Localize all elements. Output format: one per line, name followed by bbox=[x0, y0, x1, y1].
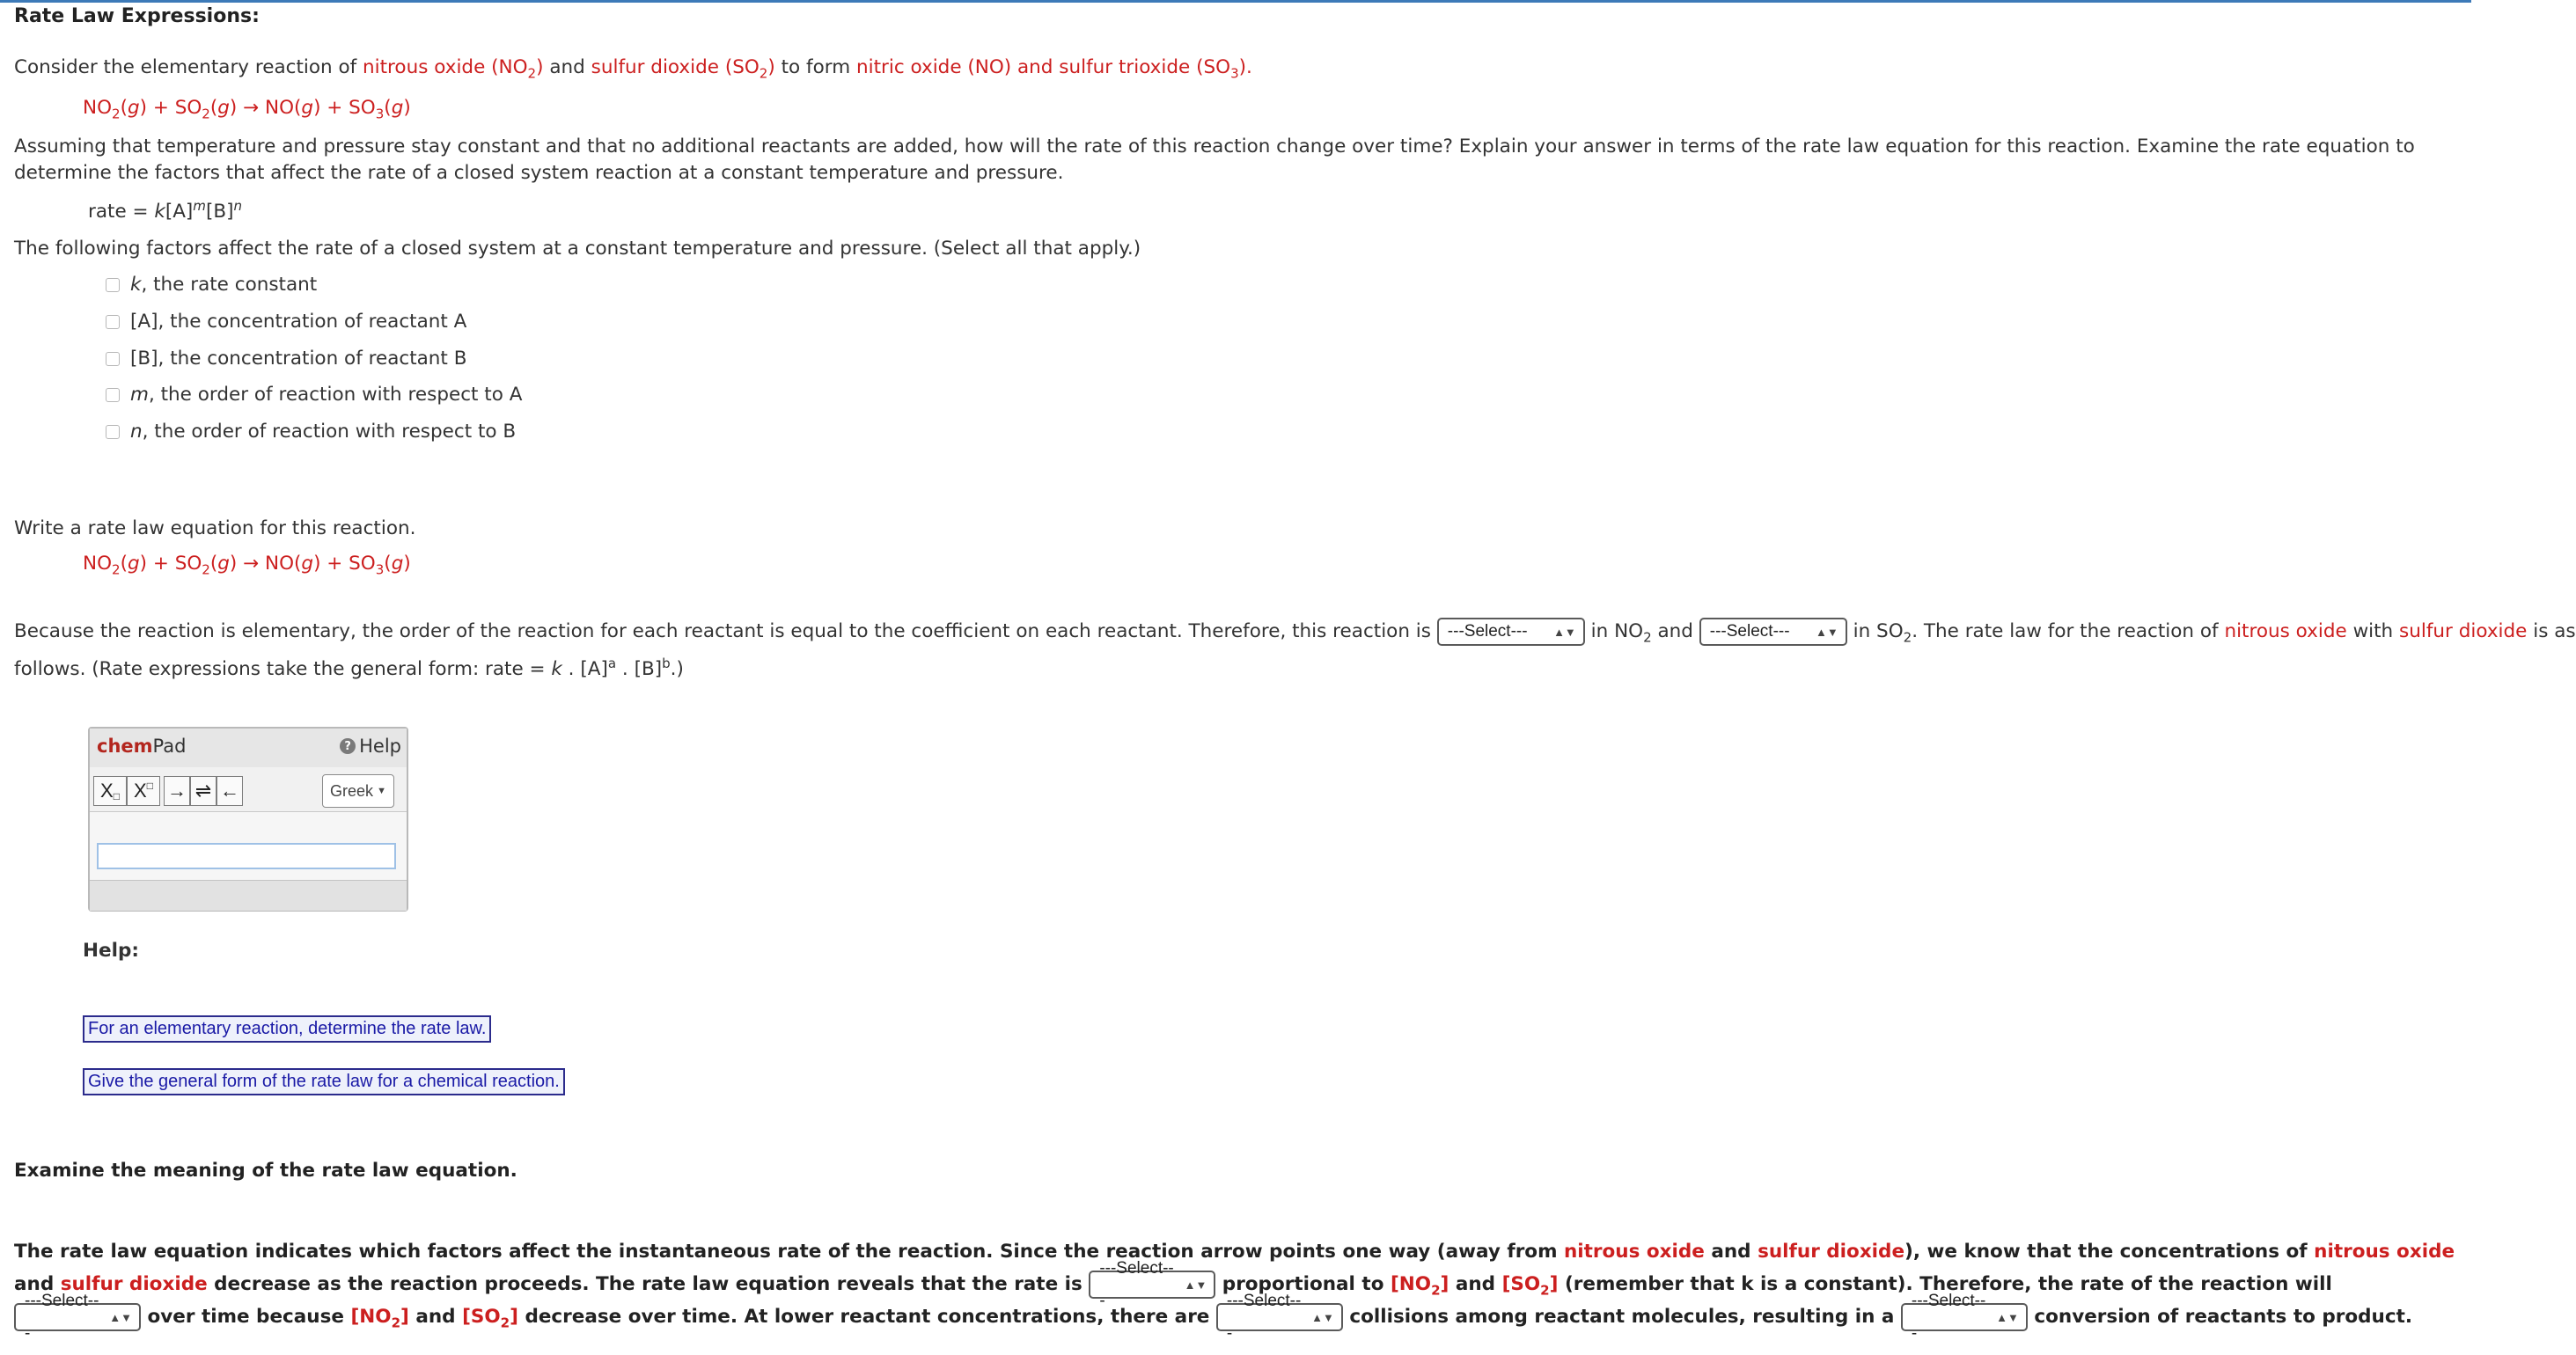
chempad-logo: chemPad bbox=[97, 736, 187, 757]
checkbox-concentration-b[interactable]: [B], the concentration of reactant B bbox=[106, 348, 466, 370]
rate-law-explanation: The rate law equation indicates which factors affect the instantaneous rate of the reaction. Since the reaction arrow points one way (away from nitrous oxide and sulfur dioxide), we know that the concentrations of nitrous oxide and sulfur dioxide decrease as the reaction proceeds. The rate law equation reveals that the rate is ---Select--- ▲▼ proportional to $[NO_2]$ and $[SO_2]$ (remember that k is a constant). Therefore, the rate of the reaction will ---Select--- ▲▼ over time because $[NO_2]$ and $[SO_2]$ decrease over time. At lower reactant concentrations, there are ---Select--- ▲▼ collisions among reactant molecules, resulting in a ---Select--- ▲▼ conversion of reactants to product. bbox=[14, 1241, 2455, 1343]
reaction-equation-2: $NO_2(g) + SO_2(g) \to NO(g) + SO_3(g)$ bbox=[83, 553, 411, 578]
order-so2-select[interactable]: ---Select--- ▲▼ bbox=[1699, 618, 1847, 646]
checkbox-box[interactable] bbox=[106, 388, 120, 402]
checkbox-order-a[interactable]: m , the order of reaction with respect to A bbox=[106, 384, 522, 406]
help-heading: Help: bbox=[83, 940, 139, 962]
chempad-toolbar bbox=[90, 767, 407, 812]
factors-prompt: The following factors affect the rate of a closed system at a constant temperature and pressure. (Select all that apply.) bbox=[14, 238, 1141, 260]
collision-count-select[interactable]: ---Select--- ▲▼ bbox=[1216, 1303, 1343, 1331]
checkbox-box[interactable] bbox=[106, 352, 120, 366]
page-title: Rate Law Expressions: bbox=[14, 5, 260, 27]
checkbox-rate-constant[interactable]: k , the rate constant bbox=[106, 274, 317, 296]
conversion-speed-select[interactable]: ---Select--- ▲▼ bbox=[1901, 1303, 2028, 1331]
chempad-header bbox=[90, 729, 407, 768]
question-paragraph: Assuming that temperature and pressure stay constant and that no additional reactants are added, how will the rate of this reaction change over time? Explain your answer in terms of the rate law equation for this reaction. Examine the rate equation to determine the factors that affect the rate of a closed system reaction at a constant temperature and pressure. bbox=[14, 136, 2415, 184]
arrow-right-button[interactable]: → bbox=[164, 776, 190, 806]
equilibrium-arrow-button[interactable]: ⇌ bbox=[190, 776, 217, 806]
intro-sentence: Consider the elementary reaction of nitrous oxide $(NO_2)$ and sulfur dioxide $(SO_2)$ to form nitric oxide (NO) and sulfur trioxide $(SO_3)$. bbox=[14, 56, 1252, 82]
checkbox-order-b[interactable]: n , the order of reaction with respect to B bbox=[106, 421, 516, 443]
help-icon: ? bbox=[340, 738, 356, 754]
arrow-left-button[interactable]: ← bbox=[217, 776, 243, 806]
because-line-1: Because the reaction is elementary, the order of the reaction for each reactant is equal to the coefficient on each reactant. Therefore, this reaction is ---Select--- ▲▼ in $NO_2$ and ---Select--- ▲▼ in $SO_2$. The rate law for the reaction of nitrous oxide with sulfur dioxide is as bbox=[14, 618, 2576, 646]
rate-law-input[interactable] bbox=[97, 843, 396, 869]
checkbox-box[interactable] bbox=[106, 425, 120, 439]
checkbox-box[interactable] bbox=[106, 278, 120, 292]
caret-down-icon: ▼ bbox=[377, 786, 386, 796]
chempad-footer bbox=[90, 880, 407, 911]
greek-dropdown[interactable]: Greek ▼ bbox=[322, 774, 394, 808]
help-general-form-button[interactable]: Give the general form of the rate law for a chemical reaction. bbox=[83, 1068, 565, 1095]
checkbox-concentration-a[interactable]: [A], the concentration of reactant A bbox=[106, 311, 466, 333]
superscript-button[interactable]: X □ bbox=[127, 776, 160, 806]
subscript-button[interactable]: X □ bbox=[93, 776, 127, 806]
top-border bbox=[0, 0, 2471, 3]
proportionality-select[interactable]: ---Select--- ▲▼ bbox=[1089, 1271, 1215, 1299]
chempad-panel bbox=[88, 727, 408, 912]
chempad-help-button[interactable]: ? Help bbox=[340, 736, 401, 757]
checkbox-box[interactable] bbox=[106, 315, 120, 329]
order-no2-select[interactable]: ---Select--- ▲▼ bbox=[1437, 618, 1585, 646]
reaction-equation: $NO_2(g) + SO_2(g) \to NO(g) + SO_3(g)$ bbox=[83, 97, 411, 122]
rate-change-select[interactable]: ---Select--- ▲▼ bbox=[14, 1303, 141, 1331]
write-prompt: Write a rate law equation for this reaction. bbox=[14, 517, 416, 539]
because-line-2: follows. (Rate expressions take the general form: rate = k . $[A]^a$ . $[B]^b$.) bbox=[14, 655, 684, 680]
rate-equation: rate = $k[A]^m[B]^n$ bbox=[88, 197, 243, 223]
help-elementary-button[interactable]: For an elementary reaction, determine the rate law. bbox=[83, 1015, 491, 1043]
examine-heading: Examine the meaning of the rate law equation. bbox=[14, 1160, 517, 1182]
